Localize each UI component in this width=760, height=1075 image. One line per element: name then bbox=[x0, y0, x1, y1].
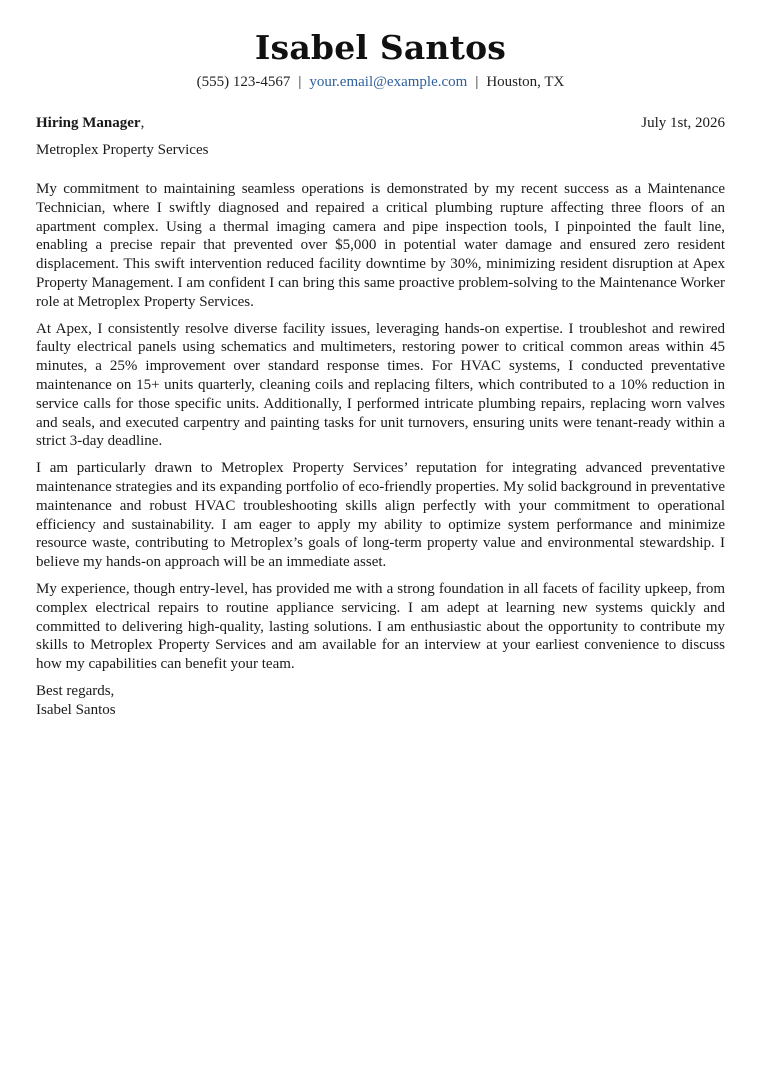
email-link[interactable]: your.email@example.com bbox=[309, 74, 468, 90]
location: Houston, TX bbox=[486, 74, 565, 90]
contact-separator: | bbox=[298, 74, 302, 90]
closing-block bbox=[36, 682, 725, 720]
phone-number: (555) 123-4567 bbox=[196, 74, 291, 90]
recipient-comma: , bbox=[140, 115, 145, 131]
contact-separator: | bbox=[475, 74, 479, 90]
closing-phrase: Best regards, bbox=[36, 682, 115, 699]
letter-body bbox=[36, 180, 725, 720]
body-paragraph: My commitment to maintaining seamless operations is demonstrated by my recent success as a Maintenance Technician, where I swiftly diagnosed and repaired a critical plumbing rupture affecting three floors of an apartment complex. Using a thermal imaging camera and pipe inspection tools, I pinpointed the fault line, enabling a precise repair that prevented over $5,000 in potential water damage and ensured zero resident displacement. This swift intervention reduced facility downtime by 30%, minimizing resident disruption at Apex Property Management. I am confident I can bring this same proactive problem-solving to the Maintenance Worker role at Metroplex Property Services. bbox=[36, 181, 725, 310]
body-paragraph: My experience, though entry-level, has provided me with a strong foundation in all facets of facility upkeep, from complex electrical repairs to routine appliance servicing. I am adept at learning new systems quickly and committed to delivering high-quality, lasting solutions. I am enthusiastic about the opportunity to contribute my skills to Metroplex Property Services and am available for an interview at your earliest convenience to discuss how my capabilities can benefit your team. bbox=[36, 580, 725, 673]
recipient-name: Hiring Manager bbox=[36, 115, 141, 131]
salutation-row bbox=[36, 113, 725, 133]
signature-name: Isabel Santos bbox=[36, 701, 116, 718]
letter-date: July 1st, 2026 bbox=[641, 115, 725, 131]
company-name: Metroplex Property Services bbox=[36, 142, 209, 158]
applicant-name: Isabel Santos bbox=[254, 28, 507, 67]
body-paragraph: At Apex, I consistently resolve diverse facility issues, leveraging hands-on expertise. I troubleshot and rewired faulty electrical panels using schematics and multimeters, restoring power to critical common areas within 45 minutes, a 25% improvement over standard response times. For HVAC systems, I conducted preventative maintenance on 15+ units quarterly, cleaning coils and replacing filters, which contributed to a 10% reduction in service calls for those specific units. Additionally, I performed intricate plumbing repairs, replacing worn valves and seals, and executed carpentry and painting tasks for unit turnovers, ensuring units were tenant-ready within a strict 3-day deadline. bbox=[36, 320, 725, 450]
contact-line bbox=[36, 72, 725, 92]
body-paragraph: I am particularly drawn to Metroplex Property Services’ reputation for integrating advanced preventative maintenance strategies and its expanding portfolio of eco-friendly properties. My solid background in preventative maintenance and robust HVAC troubleshooting skills align perfectly with your commitment to operational efficiency and sustainability. I am eager to apply my ability to optimize system performance and minimize resource waste, contributing to Metroplex’s goals of long-term property value and environmental stewardship. I believe my hands-on approach will be an immediate asset. bbox=[36, 460, 725, 571]
